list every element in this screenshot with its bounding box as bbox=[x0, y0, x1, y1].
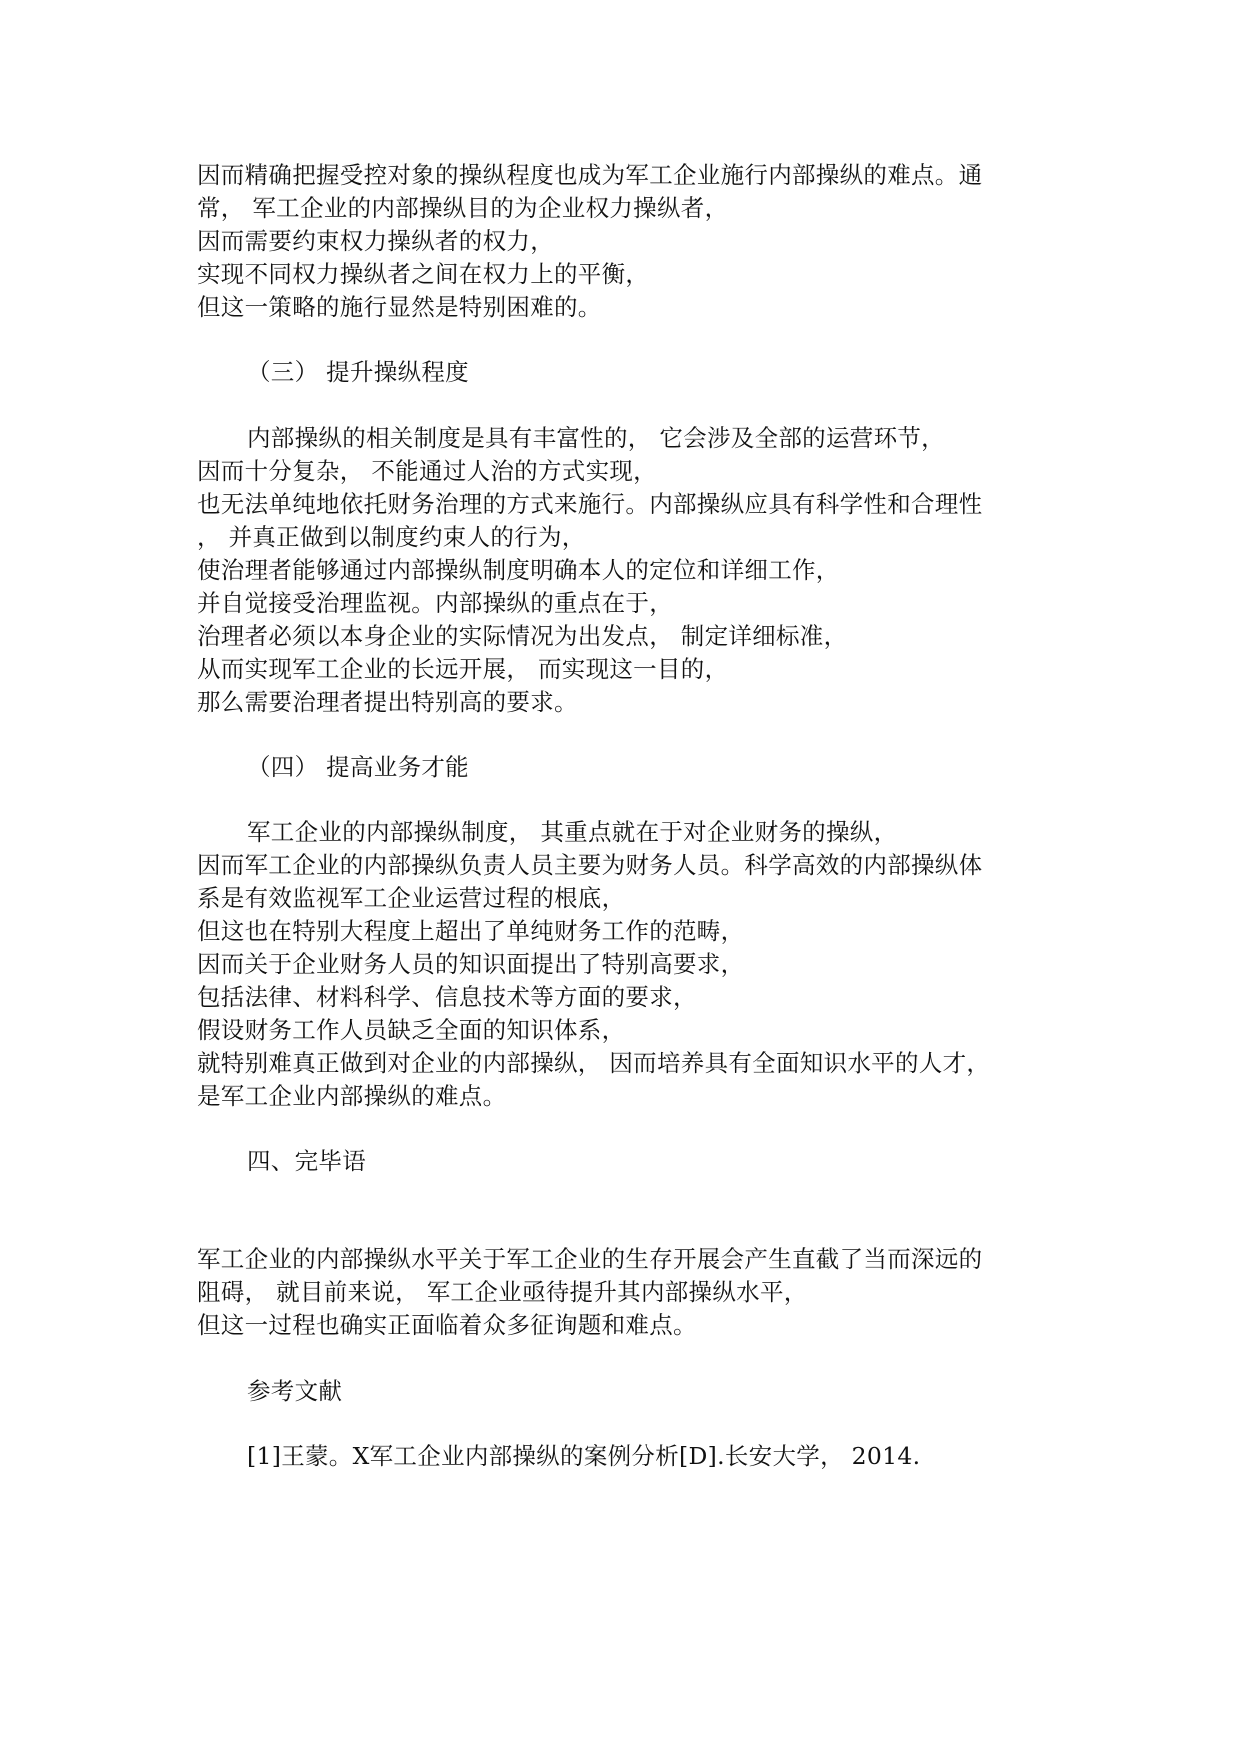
paragraph-line: 因而需要约束权力操纵者的权力， bbox=[197, 227, 554, 255]
paragraph-line: 就特别难真正做到对企业的内部操纵， 因而培养具有全面知识水平的人才， bbox=[197, 1049, 991, 1077]
paragraph-line: 内部操纵的相关制度是具有丰富性的， 它会涉及全部的运营环节， bbox=[247, 424, 945, 452]
paragraph-line: 因而十分复杂， 不能通过人治的方式实现， bbox=[197, 457, 657, 485]
paragraph-line: 治理者必须以本身企业的实际情况为出发点， 制定详细标准， bbox=[197, 622, 848, 650]
paragraph-line: 常， 军工企业的内部操纵目的为企业权力操纵者， bbox=[197, 194, 729, 222]
paragraph-line: 但这也在特别大程度上超出了单纯财务工作的范畴， bbox=[197, 917, 745, 945]
reference-item: [1]王蒙。X军工企业内部操纵的案例分析[D].长安大学， 2014. bbox=[247, 1442, 921, 1470]
paragraph-line: 因而精确把握受控对象的操纵程度也成为军工企业施行内部操纵的难点。通 bbox=[197, 161, 983, 189]
paragraph-line: 假设财务工作人员缺乏全面的知识体系， bbox=[197, 1016, 626, 1044]
paragraph-line: 但这一过程也确实正面临着众多征询题和难点。 bbox=[197, 1311, 697, 1339]
paragraph-line: 阻碍， 就目前来说， 军工企业亟待提升其内部操纵水平， bbox=[197, 1278, 808, 1306]
paragraph-line: 因而关于企业财务人员的知识面提出了特别高要求， bbox=[197, 950, 745, 978]
paragraph-line: 并自觉接受治理监视。内部操纵的重点在于， bbox=[197, 589, 673, 617]
paragraph-line: 那么需要治理者提出特别高的要求。 bbox=[197, 688, 578, 716]
paragraph-line: 军工企业的内部操纵水平关于军工企业的生存开展会产生直截了当而深远的 bbox=[197, 1245, 983, 1273]
paragraph-line: 是军工企业内部操纵的难点。 bbox=[197, 1082, 507, 1110]
paragraph-line: 实现不同权力操纵者之间在权力上的平衡， bbox=[197, 260, 650, 288]
paragraph-line: 从而实现军工企业的长远开展， 而实现这一目的， bbox=[197, 655, 729, 683]
paragraph-line: ， 并真正做到以制度约束人的行为， bbox=[197, 523, 586, 551]
paragraph-line: 包括法律、材料科学、信息技术等方面的要求， bbox=[197, 983, 697, 1011]
paragraph-line: 使治理者能够通过内部操纵制度明确本人的定位和详细工作， bbox=[197, 556, 840, 584]
section-heading: 四、完毕语 bbox=[247, 1147, 366, 1175]
paragraph-line: 系是有效监视军工企业运营过程的根底， bbox=[197, 884, 626, 912]
paragraph-line: 但这一策略的施行显然是特别困难的。 bbox=[197, 293, 602, 321]
paragraph-line: 军工企业的内部操纵制度， 其重点就在于对企业财务的操纵， bbox=[247, 818, 898, 846]
paragraph-line: 也无法单纯地依托财务治理的方式来施行。内部操纵应具有科学性和合理性 bbox=[197, 490, 983, 518]
section-heading: （四） 提高业务才能 bbox=[247, 753, 469, 781]
paragraph-line: 因而军工企业的内部操纵负责人员主要为财务人员。科学高效的内部操纵体 bbox=[197, 851, 983, 879]
section-heading: （三） 提升操纵程度 bbox=[247, 358, 469, 386]
references-heading: 参考文献 bbox=[247, 1377, 343, 1405]
